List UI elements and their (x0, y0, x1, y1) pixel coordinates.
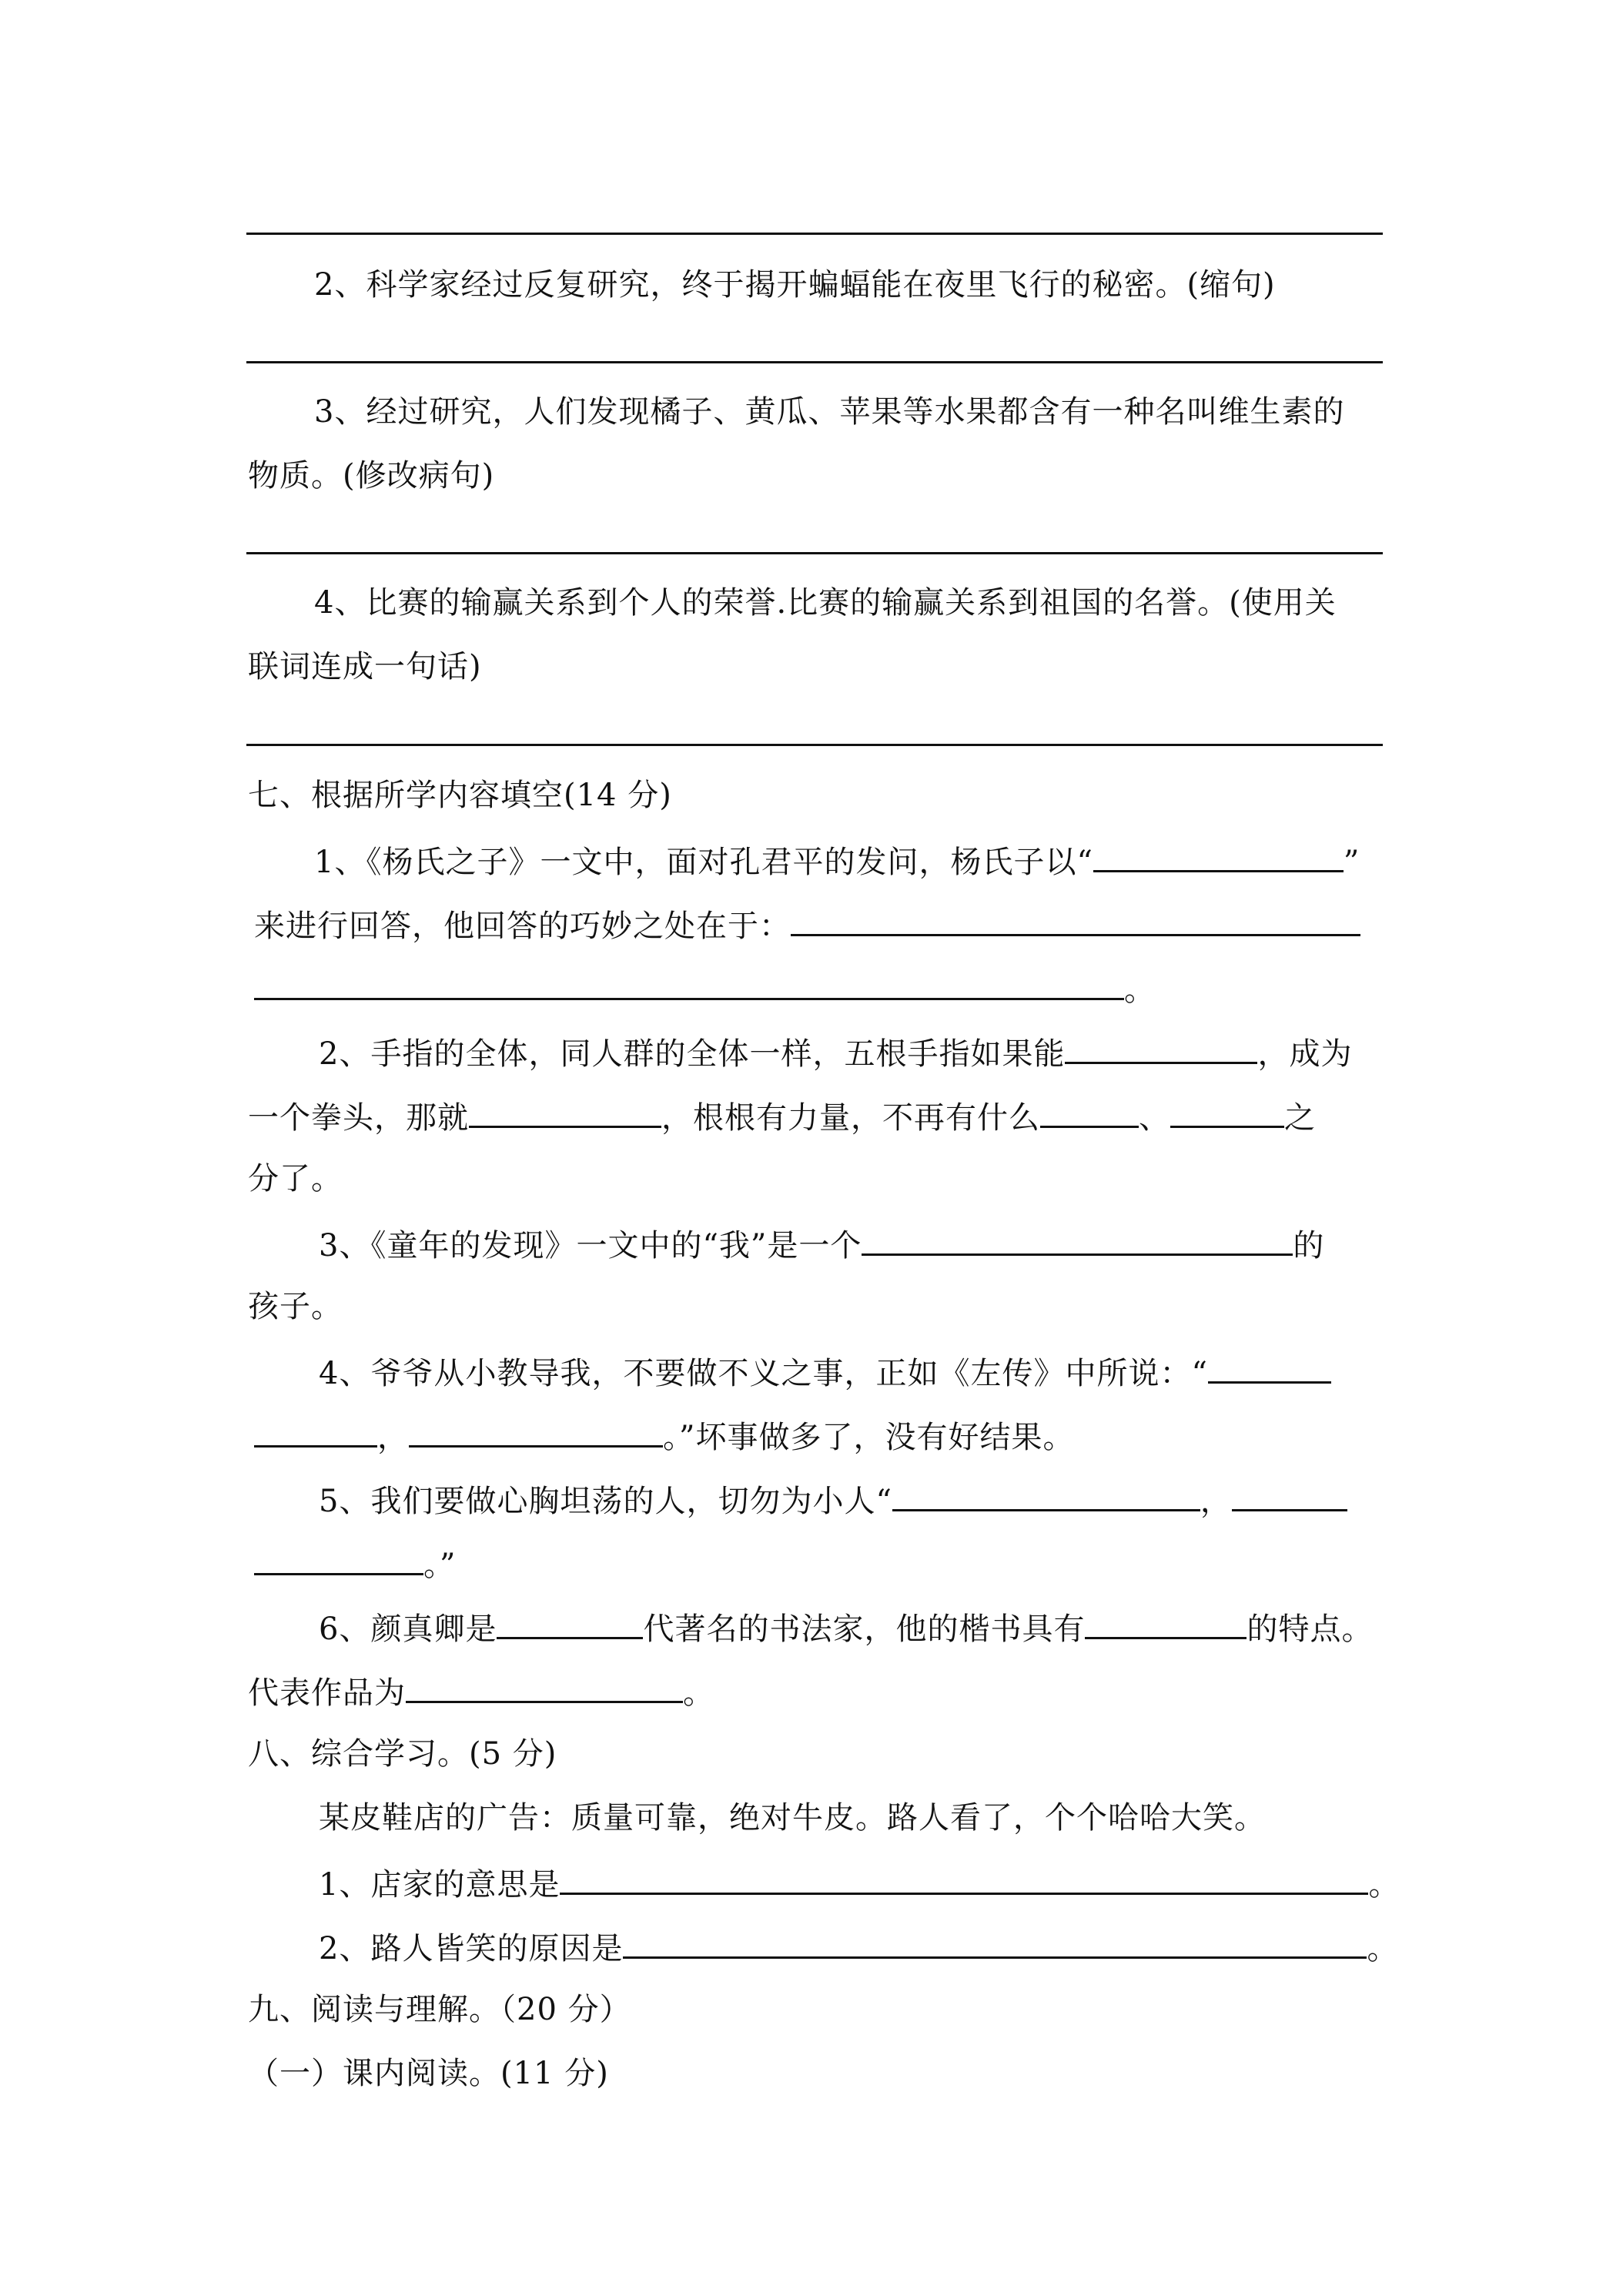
question-7-1-line2 (254, 900, 1360, 946)
q7-1-text-c: 来进行回答，他回答的巧妙之处在于： (254, 909, 791, 944)
question-7-1-line1 (314, 836, 1360, 882)
fill-blank[interactable] (254, 964, 1124, 1000)
question-7-4-line1 (319, 1347, 1331, 1394)
q8-1-end: 。 (1368, 1867, 1400, 1903)
section-8-intro: 某皮鞋店的广告：质量可靠，绝对牛皮。路人看了，个个哈哈大笑。 (319, 1800, 1266, 1836)
question-6-4-line1: 4、比赛的输赢关系到个人的荣誉.比赛的输赢关系到祖国的名誉。(使用关 (314, 585, 1337, 621)
question-6-3-line1: 3、经过研究，人们发现橘子、黄瓜、苹果等水果都含有一种名叫维生素的 (314, 394, 1345, 430)
q7-4-text-b: ， (377, 1420, 409, 1455)
question-7-6-line1 (319, 1603, 1373, 1649)
q7-2-text-d: ，根根有力量，不再有什么 (661, 1100, 1040, 1136)
question-6-4-line2: 联词连成一句话) (248, 649, 482, 684)
question-7-3-line1 (319, 1220, 1324, 1266)
q7-6-text-e: 。 (683, 1675, 714, 1711)
fill-blank[interactable] (1170, 1092, 1284, 1128)
question-6-2: 2、科学家经过反复研究，终于揭开蝙蝠能在夜里飞行的秘密。(缩句) (314, 267, 1276, 303)
fill-blank[interactable] (1065, 1028, 1257, 1064)
q7-4-text-a: 4、爷爷从小教导我，不要做不义之事，正如《左传》中所说：“ (319, 1356, 1208, 1391)
fill-blank[interactable] (892, 1475, 1200, 1511)
question-7-5-line1 (319, 1475, 1347, 1521)
answer-line (246, 744, 1383, 746)
question-8-2 (319, 1923, 1398, 1969)
q7-4-text-c: 。”坏事做多了，没有好结果。 (663, 1420, 1075, 1455)
q7-6-text-c: 的特点。 (1247, 1612, 1374, 1647)
question-7-5-line2 (254, 1539, 456, 1585)
section-9-heading: 九、阅读与理解。（20 分） (248, 1992, 631, 2027)
fill-blank[interactable] (1208, 1347, 1331, 1384)
section-8-heading: 八、综合学习。(5 分) (248, 1736, 557, 1772)
q7-3-text-b: 的 (1293, 1228, 1325, 1263)
q7-5-text-c: 。” (423, 1548, 457, 1583)
question-7-2-line2 (248, 1092, 1316, 1138)
question-8-1 (319, 1859, 1400, 1905)
q7-5-text-b: ， (1200, 1484, 1232, 1519)
fill-blank[interactable] (497, 1603, 643, 1639)
fill-blank[interactable] (791, 900, 1360, 936)
q7-6-text-d: 代表作品为 (248, 1675, 406, 1711)
q7-2-text-e: 、 (1139, 1100, 1170, 1136)
fill-blank[interactable] (254, 1539, 423, 1575)
q7-3-text-a: 3、《童年的发现》一文中的“我”是一个 (319, 1228, 862, 1263)
q7-1-text-b: ” (1343, 845, 1360, 880)
question-7-3-line2: 孩子。 (248, 1289, 343, 1324)
question-7-6-line2 (248, 1667, 714, 1713)
question-7-2-line1 (319, 1028, 1352, 1074)
question-6-3-line2: 物质。(修改病句) (248, 458, 495, 494)
q7-6-text-a: 6、颜真卿是 (319, 1612, 497, 1647)
question-7-1-line3 (254, 964, 1156, 1010)
fill-blank[interactable] (1093, 836, 1344, 872)
q7-1-end: 。 (1124, 972, 1156, 1008)
answer-line (246, 233, 1383, 235)
fill-blank[interactable] (1085, 1603, 1247, 1639)
fill-blank[interactable] (862, 1220, 1293, 1256)
q8-2-end: 。 (1367, 1931, 1399, 1966)
q7-2-text-b: ，成为 (1257, 1036, 1353, 1072)
fill-blank[interactable] (406, 1667, 683, 1703)
q7-5-text-a: 5、我们要做心胸坦荡的人，切勿为小人“ (319, 1484, 892, 1519)
q8-2-text: 2、路人皆笑的原因是 (319, 1931, 624, 1966)
answer-line (246, 552, 1383, 554)
fill-blank[interactable] (469, 1092, 661, 1128)
fill-blank[interactable] (409, 1411, 663, 1448)
q7-6-text-b: 代著名的书法家，他的楷书具有 (643, 1612, 1086, 1647)
question-7-4-line2 (254, 1411, 1074, 1458)
q7-2-text-f: 之 (1284, 1100, 1316, 1136)
fill-blank[interactable] (623, 1923, 1367, 1959)
section-9-subheading: （一）课内阅读。(11 分) (248, 2056, 609, 2091)
question-7-2-line3: 分了。 (248, 1161, 343, 1197)
section-7-heading: 七、根据所学内容填空(14 分) (248, 778, 672, 813)
answer-line (246, 361, 1383, 363)
q7-2-text-a: 2、手指的全体，同人群的全体一样，五根手指如果能 (319, 1036, 1066, 1072)
q7-1-text-a: 1、《杨氏之子》一文中，面对孔君平的发问，杨氏子以“ (314, 845, 1093, 880)
fill-blank[interactable] (1040, 1092, 1139, 1128)
fill-blank[interactable] (1232, 1475, 1347, 1511)
q8-1-text: 1、店家的意思是 (319, 1867, 561, 1903)
fill-blank[interactable] (254, 1411, 377, 1448)
fill-blank[interactable] (560, 1859, 1368, 1895)
q7-2-text-c: 一个拳头，那就 (248, 1100, 469, 1136)
